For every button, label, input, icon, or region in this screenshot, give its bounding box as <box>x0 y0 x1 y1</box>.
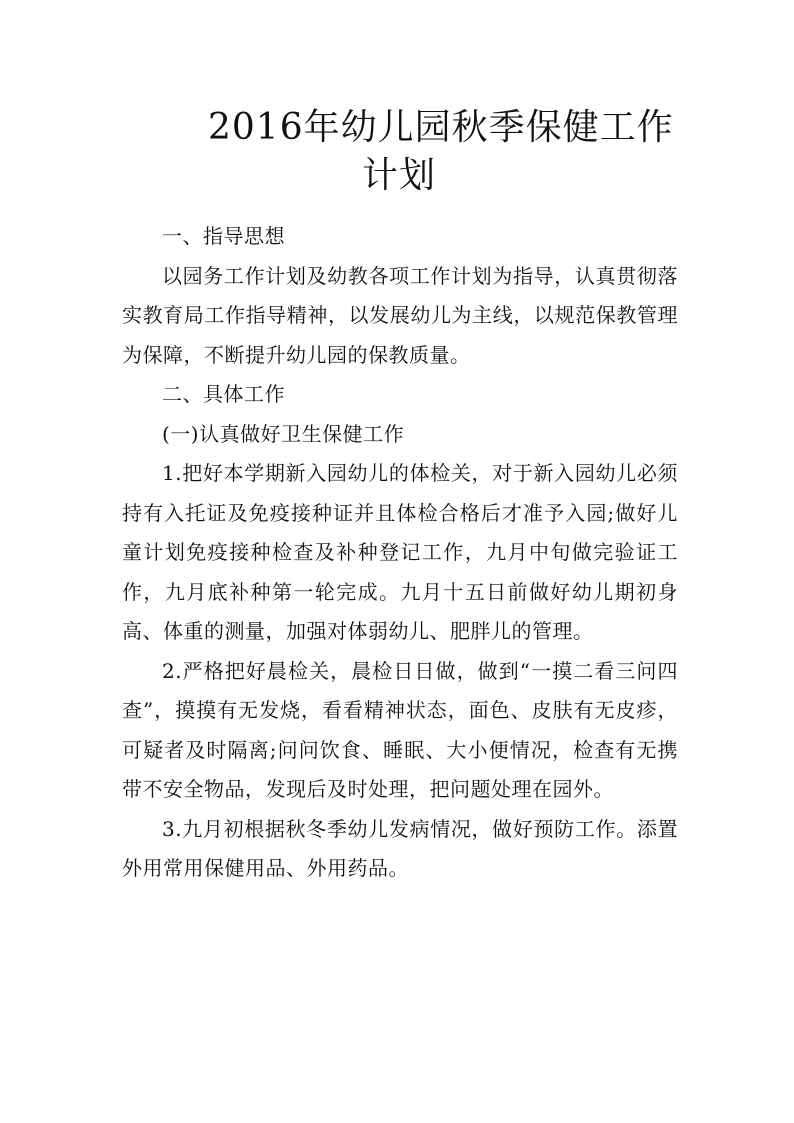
section-heading-guiding-ideology: 一、指导思想 <box>162 224 285 248</box>
document-title-line-1: 2016年幼儿园秋季保健工作 <box>208 107 674 148</box>
paragraph-item-1: 1.把好本学期新入园幼儿的体检关，对于新入园幼儿必须持有入托证及免疫接种证并且体检合格后才准予入园;做好儿童计划免疫接种检查及补种登记工作，九月中旬做完验证工作，九月底补种第一轮完成。九月十五日前做好幼儿期初身高、体重的测量，加强对体弱幼儿、肥胖儿的管理。 <box>122 461 678 643</box>
paragraph-item-3: 3.九月初根据秋冬季幼儿发病情况，做好预防工作。添置外用常用保健用品、外用药品。 <box>122 816 678 880</box>
document-body <box>122 217 678 889</box>
section-heading-specific-work: 二、具体工作 <box>162 382 285 406</box>
document-title-line-2: 计划 <box>362 155 437 196</box>
paragraph-item-2: 2.严格把好晨检关，晨检日日做，做到“一摸二看三问四查”，摸摸有无发烧，看看精神状态，面色、皮肤有无皮疹，可疑者及时隔离;问问饮食、睡眠、大小便情况，检查有无携带不安全物品，发现后及时处理，把问题处理在园外。 <box>122 658 678 801</box>
paragraph-guiding-ideology: 以园务工作计划及幼教各项工作计划为指导，认真贯彻落实教育局工作指导精神，以发展幼儿为主线，以规范保教管理为保障，不断提升幼儿园的保教质量。 <box>122 263 678 367</box>
subsection-heading-health-care: (一)认真做好卫生保健工作 <box>162 421 405 446</box>
